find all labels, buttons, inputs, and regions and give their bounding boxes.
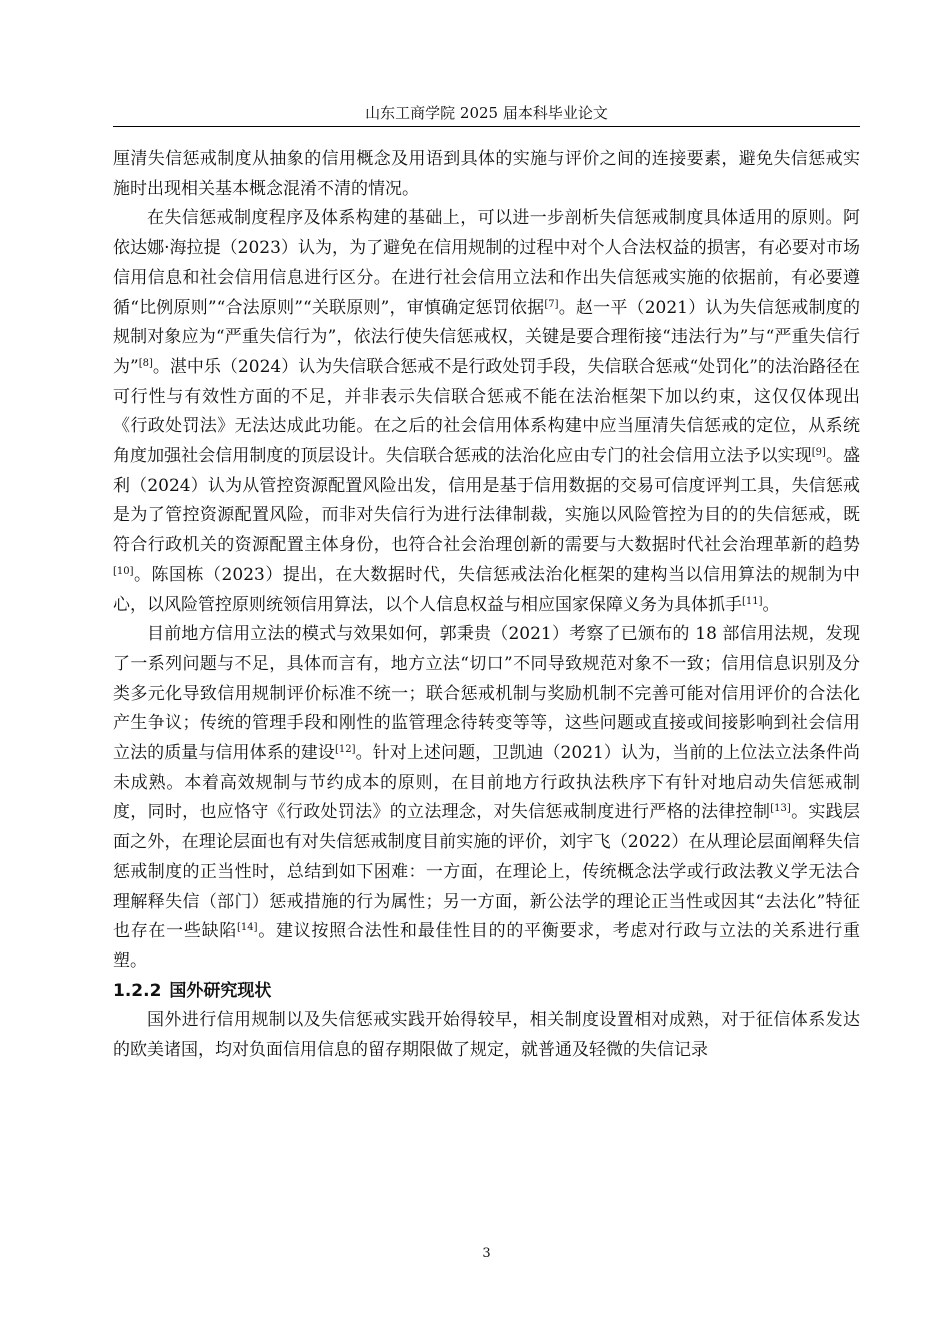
section-title: 国外研究现状	[169, 980, 272, 1001]
citation: [9]	[811, 447, 826, 459]
paragraph	[113, 1006, 860, 1065]
citation: [11]	[742, 595, 763, 607]
citation: [12]	[335, 744, 356, 756]
citation: [13]	[770, 803, 791, 815]
paragraph-text: 厘清失信惩戒制度从抽象的信用概念及用语到具体的实施与评价之间的连接要素，避免失信惩戒实施时出现相关基本概念混淆不清的情况。	[113, 149, 860, 199]
paragraph-text: 。针对上述问题，卫凯迪（2021）认为，当前的上位法立法条件尚未成熟。本着高效规制与节约成本的原则，在目前地方行政执法秩序下有针对地启动失信惩戒制度，同时，也应恪守《行政处罚法》的立法理念，对失信惩戒制度进行严格的法律控制	[113, 743, 860, 823]
paragraph-text: 。盛利（2024）认为从管控资源配置风险出发，信用是基于信用数据的交易可信度评判工具，失信惩戒是为了管控资源配置风险，而非对失信行为进行法律制裁，实施以风险管控为目的的失信惩戒，既符合行政机关的资源配置主体身份，也符合社会治理创新的需要与大数据时代社会治理革新的趋势	[113, 446, 861, 556]
paragraph-text: 。建议按照合法性和最佳性目的的平衡要求，考虑对行政与立法的关系进行重塑。	[113, 921, 860, 971]
citation: [14]	[237, 922, 258, 934]
paragraph	[113, 204, 860, 620]
paragraph	[113, 145, 860, 204]
section-heading	[113, 977, 860, 1007]
paragraph	[113, 620, 860, 976]
paragraph-text: 。湛中乐（2024）认为失信联合惩戒不是行政处罚手段，失信联合惩戒“处罚化”的法治路径在可行性与有效性方面的不足，并非表示失信联合惩戒不能在法治框架下加以约束，这仅仅体现出《行政处罚法》无法达成此功能。在之后的社会信用体系构建中应当厘清失信惩戒的定位，从系统角度加强社会信用制度的顶层设计。失信联合惩戒的法治化应由专门的社会信用立法予以实现	[113, 356, 860, 467]
paragraph-text: 。实践层面之外，在理论层面也有对失信惩戒制度目前实施的评价，刘宇飞（2022）在从理论层面阐释失信惩戒制度的正当性时，总结到如下困难：一方面，在理论上，传统概念法学或行政法教义学无法合理解释失信（部门）惩戒措施的行为属性；另一方面，新公法学的理论正当性或因其“去法化”特征也存在一些缺陷	[113, 802, 860, 942]
paragraph-text: 目前地方信用立法的模式与效果如何，郭秉贵（2021）考察了已颁布的 18 部信用法规，发现了一系列问题与不足，具体而言有，地方立法“切口”不同导致规范对象不一致；信用信息识别及分类多元化导致信用规制评价标准不统一；联合惩戒机制与奖励机制不完善可能对信用评价的合法化产生争议；传统的管理手段和刚性的监管理念待转变等等，这些问题或直接或间接影响到社会信用立法的质量与信用体系的建设	[113, 624, 860, 764]
paragraph-text: 。	[762, 594, 780, 615]
header-rule	[113, 126, 860, 127]
paragraph-text: 国外进行信用规制以及失信惩戒实践开始得较早，相关制度设置相对成熟，对于征信体系发达的欧美诸国，均对负面信用信息的留存期限做了规定，就普通及轻微的失信记录	[113, 1010, 860, 1061]
citation: [8]	[138, 357, 153, 369]
paragraph-text: 。陈国栋（2023）提出，在大数据时代，失信惩戒法治化框架的建构当以信用算法的规制为中心，以风险管控原则统领信用算法，以个人信息权益与相应国家保障义务为具体抓手	[113, 564, 860, 615]
running-header: 山东工商学院 2025 届本科毕业论文	[365, 104, 608, 122]
section-number: 1.2.2	[113, 980, 162, 1001]
body-text	[113, 145, 860, 1066]
paragraph-text: 。赵一平（2021）认为失信惩戒制度的规制对象应为“严重失信行为”，依法行使失信惩戒权，关键是要合理衔接“违法行为”与“严重失信行为”	[113, 297, 860, 377]
citation: [10]	[113, 565, 134, 577]
page-number: 3	[482, 1246, 491, 1261]
citation: [7]	[544, 298, 559, 310]
paragraph-text: 在失信惩戒制度程序及体系构建的基础上，可以进一步剖析失信惩戒制度具体适用的原则。阿依达娜·海拉提（2023）认为，为了避免在信用规制的过程中对个人合法权益的损害，有必要对市场信用信息和社会信用信息进行区分。在进行社会信用立法和作出失信惩戒实施的依据前，有必要遵循“比例原则”“合法原则”“关联原则”，审慎确定惩罚依据	[113, 208, 860, 318]
